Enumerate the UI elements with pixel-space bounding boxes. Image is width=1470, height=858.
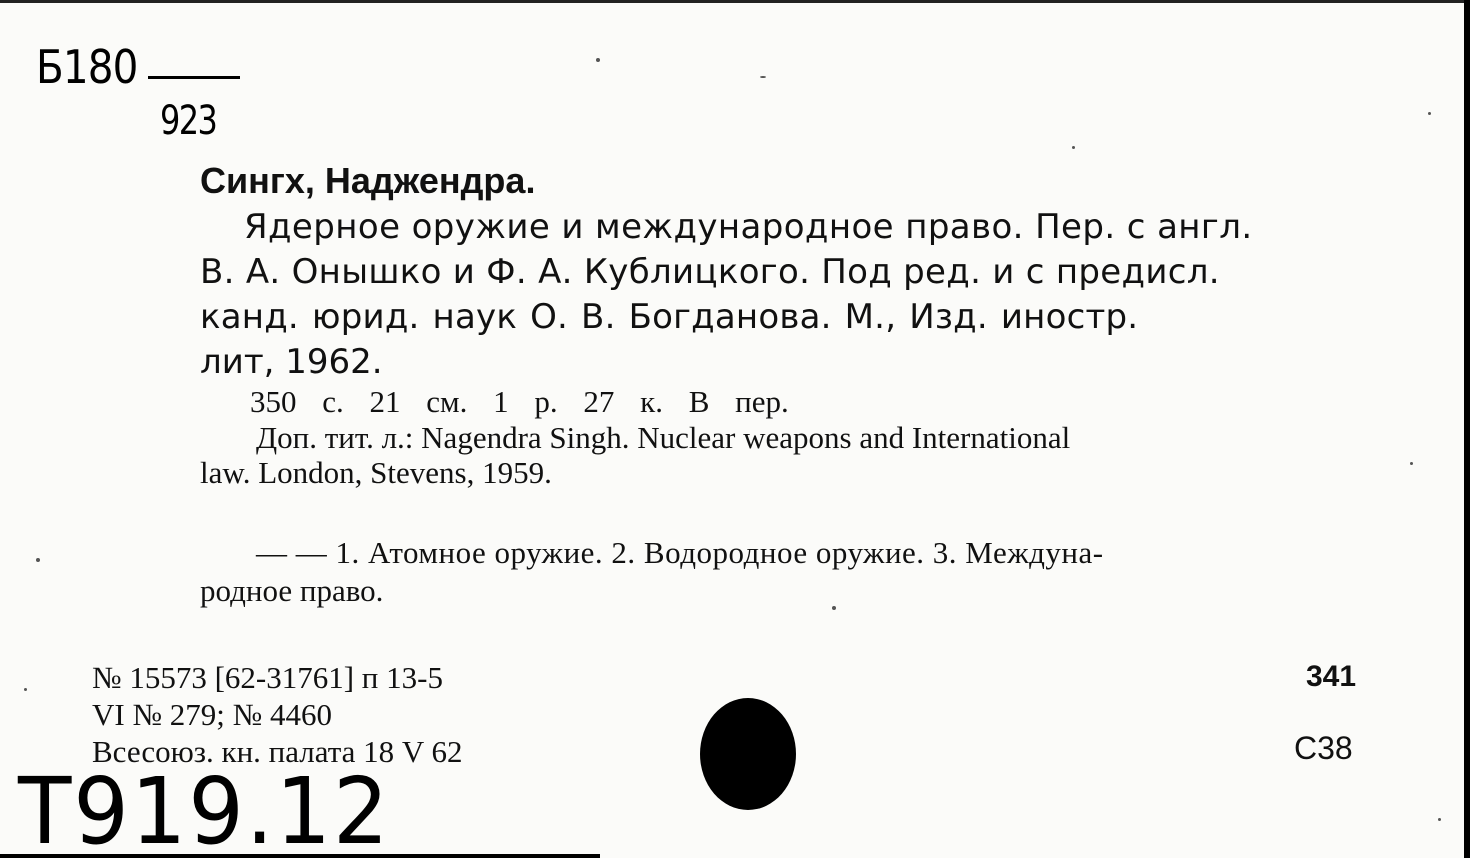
scan-speck	[1438, 818, 1441, 821]
scan-speck	[1428, 112, 1431, 115]
description-line: канд. юрид. наук О. В. Богданова. М., Изд. иностр.	[200, 297, 1139, 337]
registration-line: Всесоюз. кн. палата 18 V 62	[92, 734, 463, 769]
card-right-edge	[1464, 0, 1470, 858]
scan-speck	[596, 58, 600, 62]
call-number-bottom: 923	[160, 98, 217, 144]
description-line: В. А. Онышко и Ф. А. Кублицкого. Под ред. и с предисл.	[200, 252, 1220, 292]
subject-headings-line: родное право.	[200, 573, 384, 608]
call-number-top: Б180	[36, 40, 138, 94]
registration-line: № 15573 [62-31761] п 13-5	[92, 660, 443, 695]
scan-speck	[832, 606, 836, 610]
punch-hole	[700, 698, 796, 810]
registration-line: VI № 279; № 4460	[92, 697, 332, 732]
subject-headings-line: — — 1. Атомное оружие. 2. Водородное оружие. 3. Междуна-	[256, 535, 1104, 570]
description-line: лит, 1962.	[200, 342, 383, 382]
original-title-line: law. London, Stevens, 1959.	[200, 455, 552, 490]
collation: 350 с. 21 см. 1 р. 27 к. В пер.	[250, 384, 789, 419]
scan-speck	[36, 558, 40, 562]
classification-code: С38	[1294, 730, 1353, 766]
description-line: Ядерное оружие и международное право. Пер. с англ.	[244, 207, 1253, 247]
call-number-divider	[148, 76, 240, 79]
scan-speck	[760, 76, 766, 78]
shelf-mark: Т919.12	[18, 758, 391, 858]
card-top-edge	[0, 0, 1470, 3]
original-title-line: Доп. тит. л.: Nagendra Singh. Nuclear weapons and International	[256, 420, 1071, 455]
scan-speck	[24, 688, 27, 691]
scan-speck	[1072, 146, 1075, 149]
scan-speck	[1410, 462, 1413, 465]
author-heading: Сингх, Наджендра.	[200, 160, 536, 201]
code-number: 341	[1306, 660, 1357, 693]
